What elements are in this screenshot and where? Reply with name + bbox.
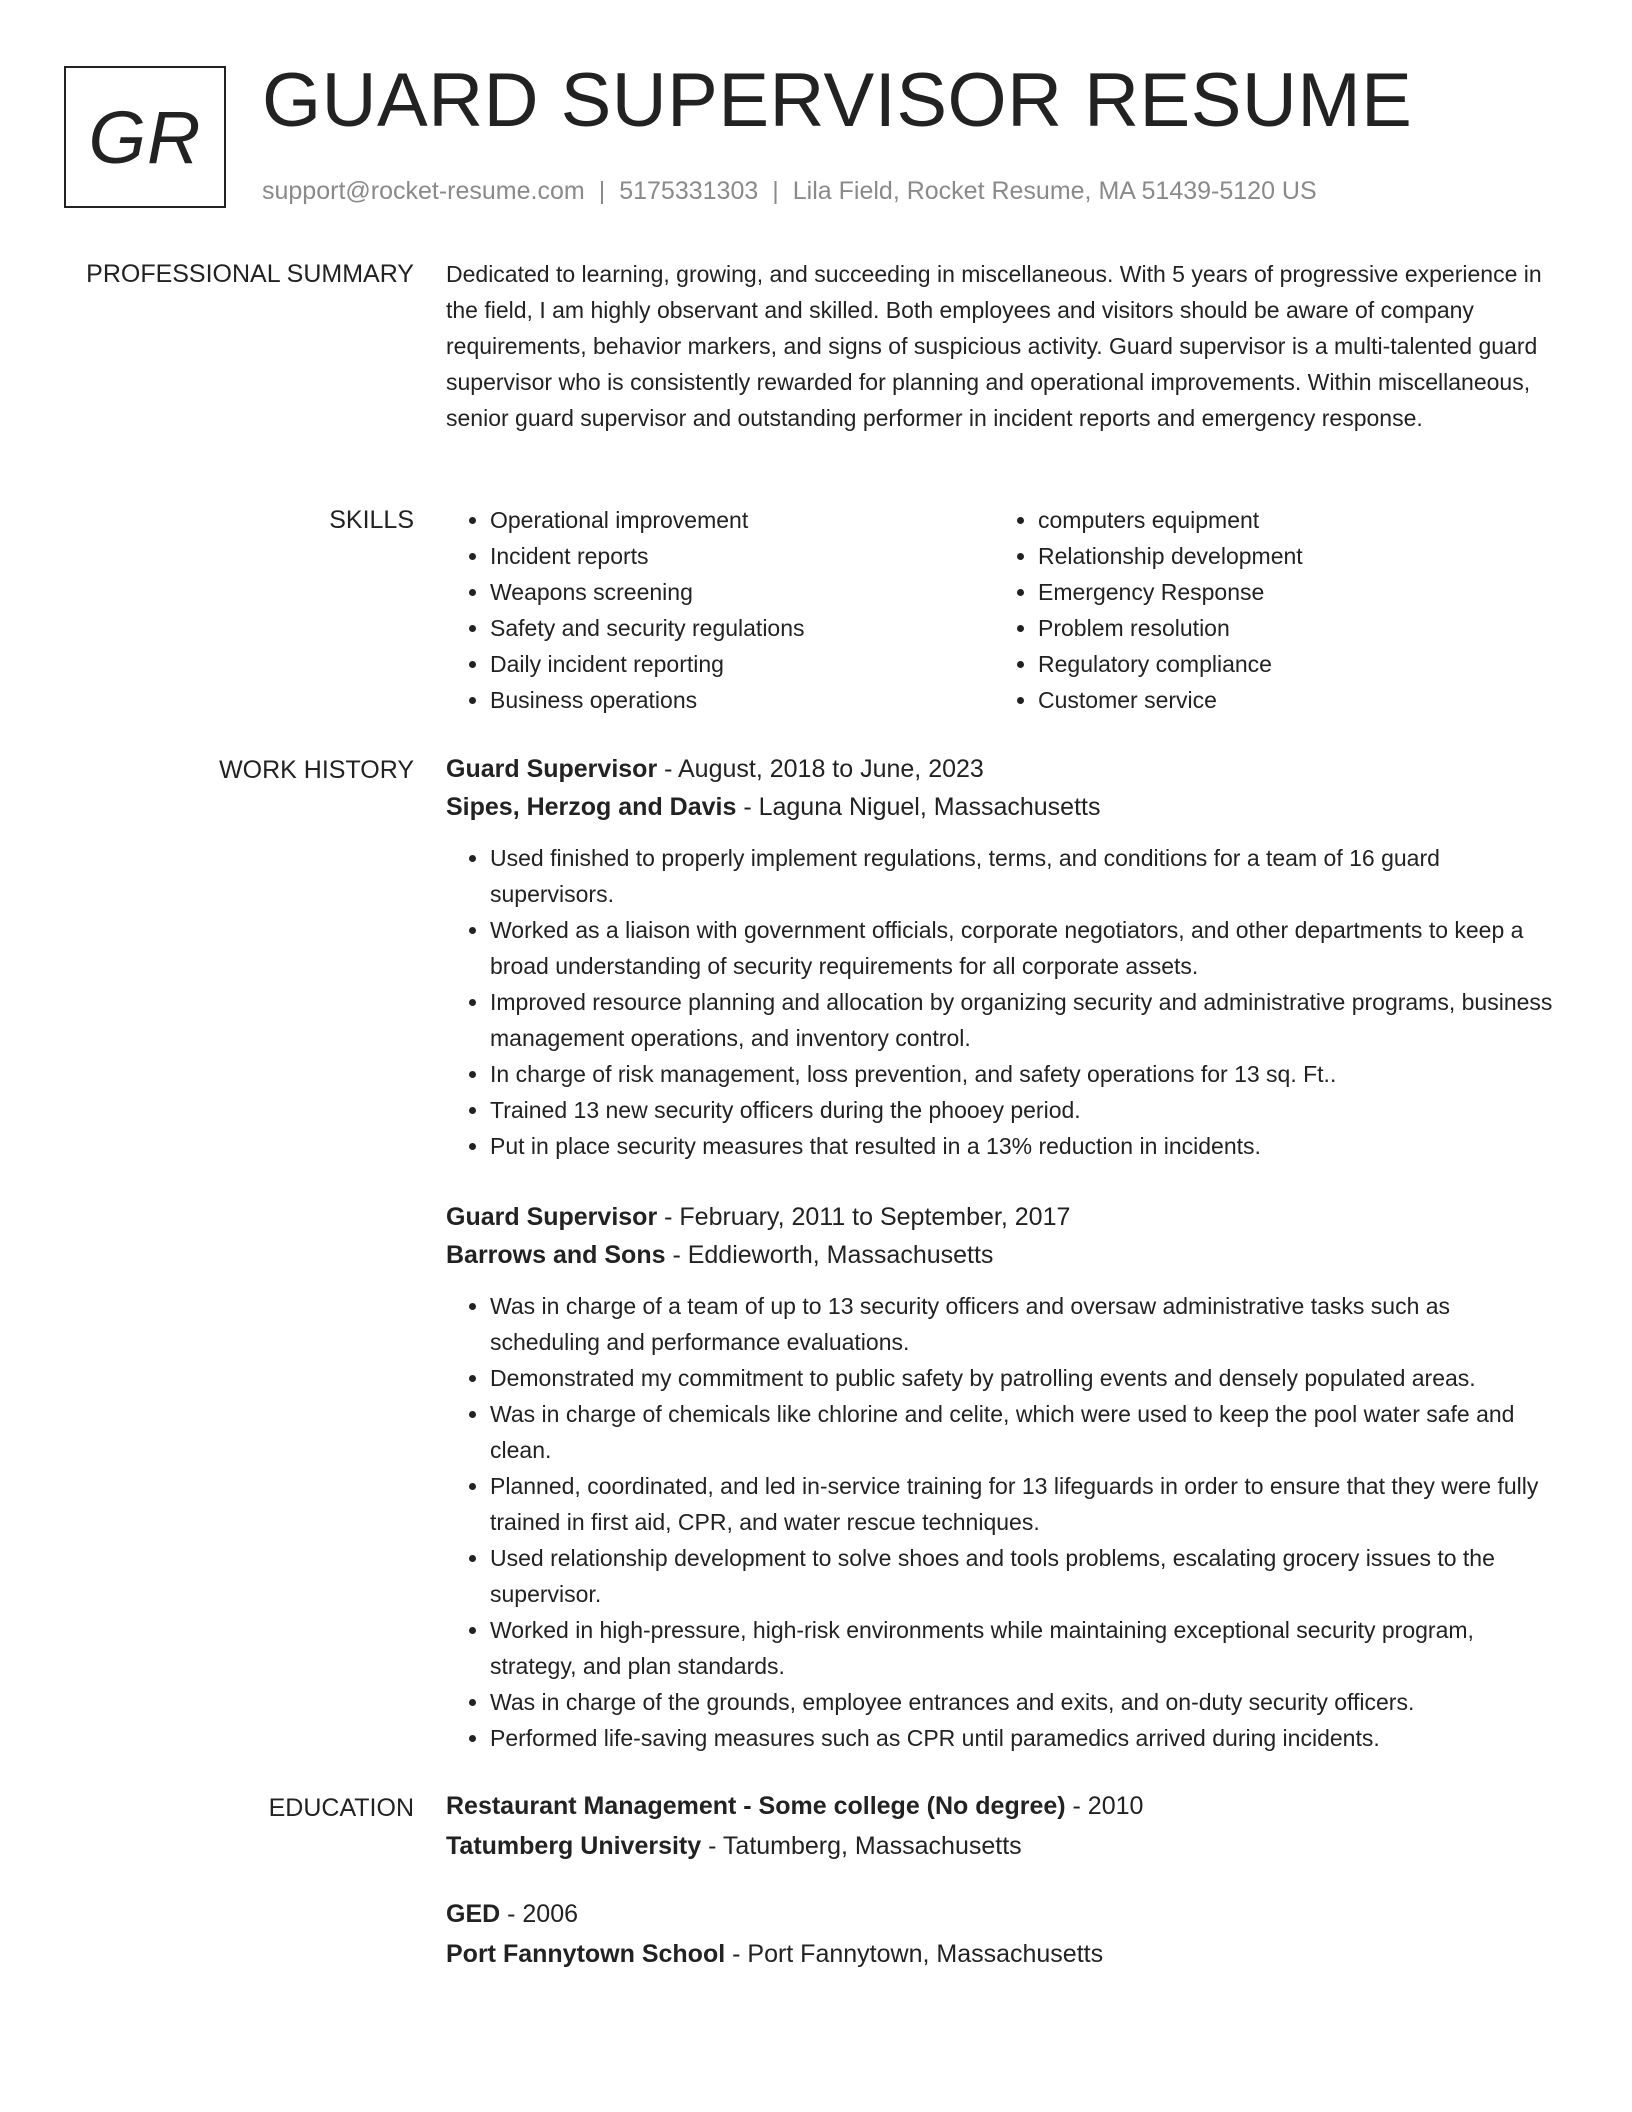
skill-item: • Business operations: [490, 682, 994, 718]
monogram-badge: GR: [64, 66, 226, 208]
education-entry: [446, 1894, 1562, 1974]
job-bullet: • Performed life-saving measures such as CPR until paramedics arrived during incidents.: [490, 1720, 1562, 1756]
skill-item: • Weapons screening: [490, 574, 994, 610]
job-title: Guard Supervisor: [446, 755, 658, 783]
skill-item: • Relationship development: [1038, 538, 1542, 574]
job-entry: [446, 1198, 1562, 1756]
education-year: - 2006: [500, 1900, 579, 1928]
skill-item: • Problem resolution: [1038, 610, 1542, 646]
education-location: - Port Fannytown, Massachusetts: [725, 1940, 1104, 1968]
skills-list-left: [446, 502, 994, 718]
job-bullet: • Worked as a liaison with government officials, corporate negotiators, and other departments to keep a broad understanding of security requirements for all corporate assets.: [490, 912, 1562, 984]
education-degree-line: [446, 1786, 1562, 1826]
job-bullet: • Was in charge of the grounds, employee entrances and exits, and on-duty security officers.: [490, 1684, 1562, 1720]
skill-item: • Incident reports: [490, 538, 994, 574]
education-school: Tatumberg University: [446, 1832, 702, 1860]
education-school-line: [446, 1934, 1562, 1974]
contact-phone: 5175331303: [619, 177, 759, 205]
job-bullet: • Used relationship development to solve shoes and tools problems, escalating grocery issues to the supervisor.: [490, 1540, 1562, 1612]
skill-item: • Regulatory compliance: [1038, 646, 1542, 682]
skills-list-right: [994, 502, 1542, 718]
contact-line: [262, 174, 1317, 208]
job-location: - Laguna Niguel, Massachusetts: [736, 793, 1101, 821]
job-title-line: [446, 750, 1562, 788]
job-company: Barrows and Sons: [446, 1241, 666, 1269]
job-bullet: • Was in charge of chemicals like chlorine and celite, which were used to keep the pool water safe and clean.: [490, 1396, 1562, 1468]
job-dates: - February, 2011 to September, 2017: [657, 1203, 1071, 1231]
job-bullet: • Demonstrated my commitment to public safety by patrolling events and densely populated areas.: [490, 1360, 1562, 1396]
education-heading: EDUCATION: [268, 1794, 414, 1822]
job-bullet: • Improved resource planning and allocation by organizing security and administrative programs, business management operations, and inventory control.: [490, 984, 1562, 1056]
skills-heading: SKILLS: [329, 506, 414, 534]
education-year: - 2010: [1065, 1792, 1144, 1820]
job-bullet: • In charge of risk management, loss prevention, and safety operations for 13 sq. Ft..: [490, 1056, 1562, 1092]
contact-separator: |: [598, 177, 606, 205]
education-school: Port Fannytown School: [446, 1940, 726, 1968]
job-location: - Eddieworth, Massachusetts: [665, 1241, 994, 1269]
contact-separator: |: [772, 177, 779, 205]
job-title: Guard Supervisor: [446, 1203, 658, 1231]
skill-item: • Daily incident reporting: [490, 646, 994, 682]
education-degree-line: [446, 1894, 1562, 1934]
job-bullet: • Worked in high-pressure, high-risk environments while maintaining exceptional security program, strategy, and plan standards.: [490, 1612, 1562, 1684]
education-degree: Restaurant Management - Some college (No degree): [446, 1792, 1066, 1820]
job-company-line: [446, 1236, 1562, 1274]
skill-item: • Safety and security regulations: [490, 610, 994, 646]
education-degree: GED: [446, 1900, 501, 1928]
summary-text: Dedicated to learning, growing, and succeeding in miscellaneous. With 5 years of progressive experience in the field, I am highly observant and skilled. Both employees and visitors should be aware of company requirements, behavior markers, and signs of suspicious activity. Guard supervisor is a multi-talented guard supervisor who is consistently rewarded for planning and operational improvements. Within miscellaneous, senior guard supervisor and outstanding performer in incident reports and emergency response.: [446, 261, 1542, 431]
job-company: Sipes, Herzog and Davis: [446, 793, 737, 821]
job-bullet: • Put in place security measures that resulted in a 13% reduction in incidents.: [490, 1128, 1562, 1164]
summary-section: [446, 256, 1562, 436]
contact-address: Lila Field, Rocket Resume, MA 51439-5120 US: [792, 177, 1317, 205]
page-title: GUARD SUPERVISOR RESUME: [262, 58, 1413, 143]
education-school-line: [446, 1826, 1562, 1866]
job-bullets: [446, 1288, 1562, 1756]
job-dates: - August, 2018 to June, 2023: [657, 755, 984, 783]
contact-email: support@rocket-resume.com: [262, 177, 585, 205]
skill-item: • Customer service: [1038, 682, 1542, 718]
skill-item: • computers equipment: [1038, 502, 1542, 538]
job-bullet: • Planned, coordinated, and led in-service training for 13 lifeguards in order to ensure that they were fully trained in first aid, CPR, and water rescue techniques.: [490, 1468, 1562, 1540]
education-entry: [446, 1786, 1562, 1866]
work-history-heading: WORK HISTORY: [219, 756, 414, 784]
job-company-line: [446, 788, 1562, 826]
job-title-line: [446, 1198, 1562, 1236]
job-entry: [446, 750, 1562, 1164]
skills-section: [446, 502, 1562, 718]
education-location: - Tatumberg, Massachusetts: [701, 1832, 1022, 1860]
summary-heading: PROFESSIONAL SUMMARY: [86, 260, 414, 288]
job-bullets: [446, 840, 1562, 1164]
skill-item: • Operational improvement: [490, 502, 994, 538]
skill-item: • Emergency Response: [1038, 574, 1542, 610]
job-bullet: • Used finished to properly implement regulations, terms, and conditions for a team of 16 guard supervisors.: [490, 840, 1562, 912]
job-bullet: • Trained 13 new security officers during the phooey period.: [490, 1092, 1562, 1128]
job-bullet: • Was in charge of a team of up to 13 security officers and oversaw administrative tasks such as scheduling and performance evaluations.: [490, 1288, 1562, 1360]
